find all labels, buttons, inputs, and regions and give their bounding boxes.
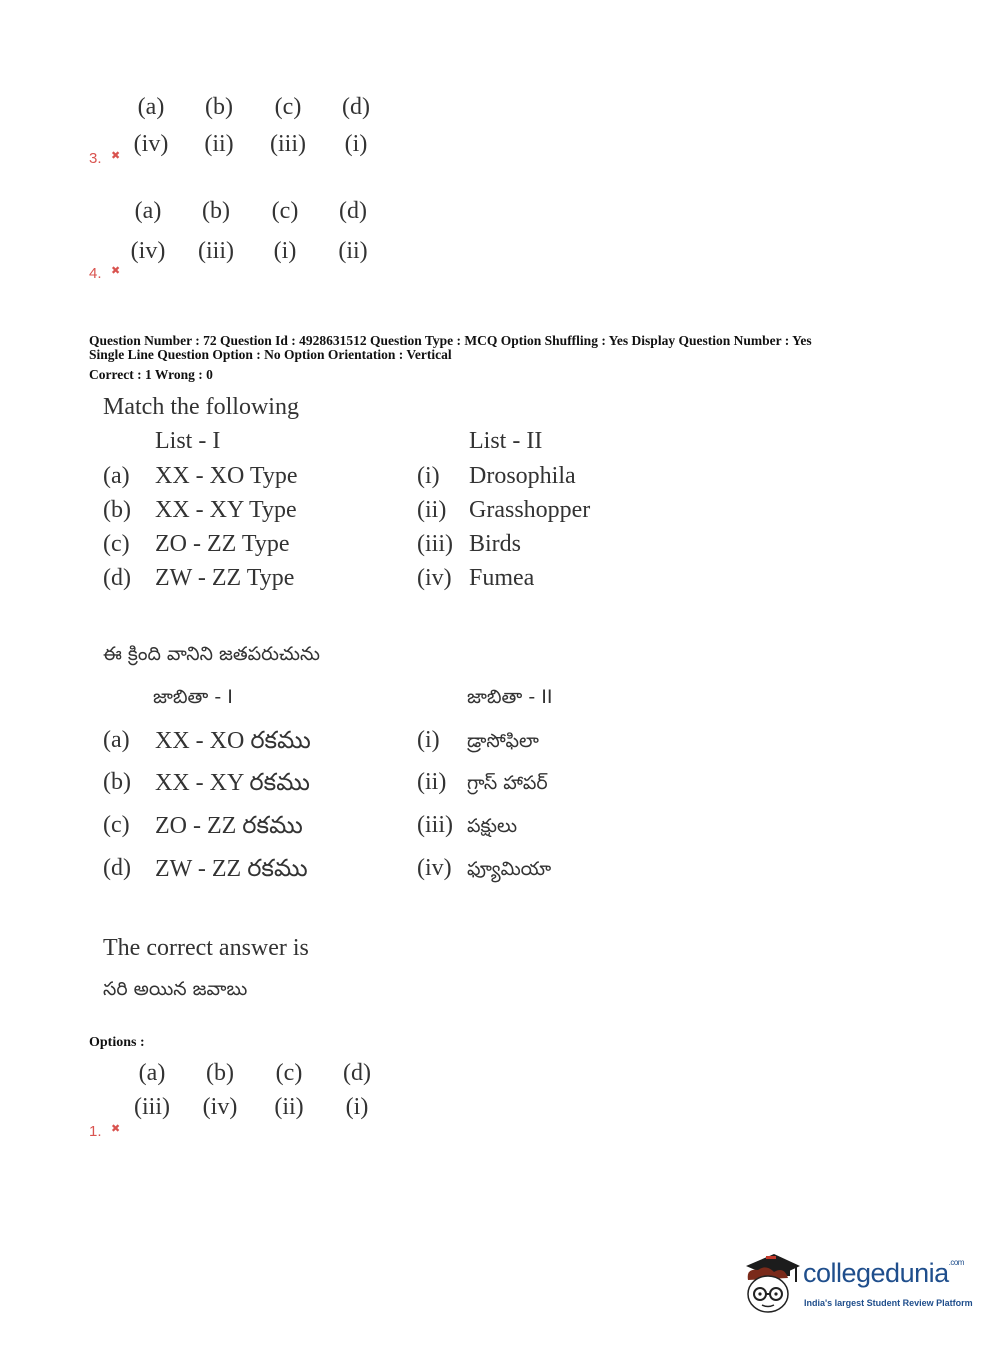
meta-line-2: Single Line Question Option : No Option Orientation : Vertical	[89, 347, 452, 362]
row-right: Drosophila	[469, 463, 576, 489]
row-right: Grasshopper	[469, 497, 591, 523]
list-2-header-telugu: జాబితా - II	[467, 686, 553, 708]
option-header: (c)	[275, 1060, 303, 1086]
option-number: 1.	[89, 1123, 102, 1140]
collegedunia-logo[interactable]	[740, 1250, 973, 1320]
row-label: (a)	[103, 727, 130, 753]
option-value: (iii)	[270, 131, 306, 157]
option-header: (a)	[138, 1060, 166, 1086]
row-num: (i)	[417, 727, 440, 753]
row-left: XX - XO Type	[155, 463, 298, 489]
row-right: డ్రాసోఫిలా	[467, 730, 539, 752]
list-2-header: List - II	[469, 428, 543, 454]
option-value: (i)	[344, 131, 368, 157]
list-1-header: List - I	[155, 428, 221, 454]
option-value: (ii)	[274, 1094, 304, 1120]
row-label: (c)	[103, 812, 130, 838]
option-number: 3.	[89, 150, 102, 167]
row-label: (d)	[103, 855, 131, 881]
answer-prompt-telugu: సరి అయిన జవాబు	[103, 978, 248, 1000]
answer-prompt: The correct answer is	[103, 935, 309, 961]
option-header: (c)	[274, 94, 302, 120]
row-label: (b)	[103, 769, 131, 795]
row-num: (i)	[417, 463, 440, 489]
option-value: (ii)	[204, 131, 234, 157]
logo-tagline: India's largest Student Review Platform	[804, 1298, 973, 1308]
logo-suffix: .com	[948, 1258, 964, 1267]
option-header: (a)	[134, 198, 162, 224]
row-num: (iv)	[417, 565, 452, 591]
wrong-mark-icon: ✖	[111, 149, 121, 162]
row-num: (iii)	[417, 531, 453, 557]
row-right: గ్రాస్ హాపర్	[467, 772, 548, 794]
row-right: Fumea	[469, 565, 535, 591]
logo-name: collegedunia	[803, 1258, 949, 1288]
row-label: (a)	[103, 463, 130, 489]
option-value: (i)	[345, 1094, 369, 1120]
row-label: (c)	[103, 531, 130, 557]
meta-line-1: Question Number : 72 Question Id : 4928631512 Question Type : MCQ Option Shuffling : Yes Display Question Number : Yes	[89, 333, 812, 348]
option-value: (i)	[273, 238, 297, 264]
row-right: పక్షులు	[467, 815, 518, 837]
option-header: (b)	[202, 198, 230, 224]
meta-line-3: Correct : 1 Wrong : 0	[89, 367, 213, 382]
row-left: ZO - ZZ రకము	[155, 813, 303, 839]
row-left: XX - XY రకము	[155, 770, 310, 796]
list-1-header-telugu: జాబితా - I	[153, 686, 233, 708]
row-left: ZW - ZZ Type	[155, 565, 295, 591]
row-left: ZW - ZZ రకము	[155, 856, 308, 882]
row-left: XX - XO రకము	[155, 728, 311, 754]
options-label: Options :	[89, 1035, 145, 1050]
option-value: (ii)	[338, 238, 368, 264]
option-header: (d)	[339, 198, 367, 224]
row-right: Birds	[469, 531, 522, 557]
option-header: (c)	[271, 198, 299, 224]
mascot-icon	[740, 1250, 802, 1316]
wrong-mark-icon: ✖	[111, 264, 121, 277]
option-number: 4.	[89, 265, 102, 282]
option-value: (iv)	[133, 131, 169, 157]
row-num: (iv)	[417, 855, 452, 881]
row-left: ZO - ZZ Type	[155, 531, 290, 557]
option-header: (d)	[342, 94, 370, 120]
wrong-mark-icon: ✖	[111, 1122, 121, 1135]
option-header: (b)	[206, 1060, 234, 1086]
row-label: (d)	[103, 565, 131, 591]
row-num: (ii)	[417, 769, 447, 795]
row-num: (iii)	[417, 812, 453, 838]
option-value: (iii)	[198, 238, 234, 264]
question-title-telugu: ఈ క్రింది వానిని జతపరుచును	[103, 643, 320, 665]
option-value: (iv)	[202, 1094, 238, 1120]
question-title: Match the following	[103, 394, 299, 420]
option-header: (d)	[343, 1060, 371, 1086]
row-num: (ii)	[417, 497, 447, 523]
option-header: (a)	[137, 94, 165, 120]
row-left: XX - XY Type	[155, 497, 297, 523]
option-value: (iii)	[134, 1094, 170, 1120]
row-label: (b)	[103, 497, 131, 523]
row-right: ఫ్యూమియా	[467, 858, 552, 880]
option-value: (iv)	[130, 238, 166, 264]
option-header: (b)	[205, 94, 233, 120]
